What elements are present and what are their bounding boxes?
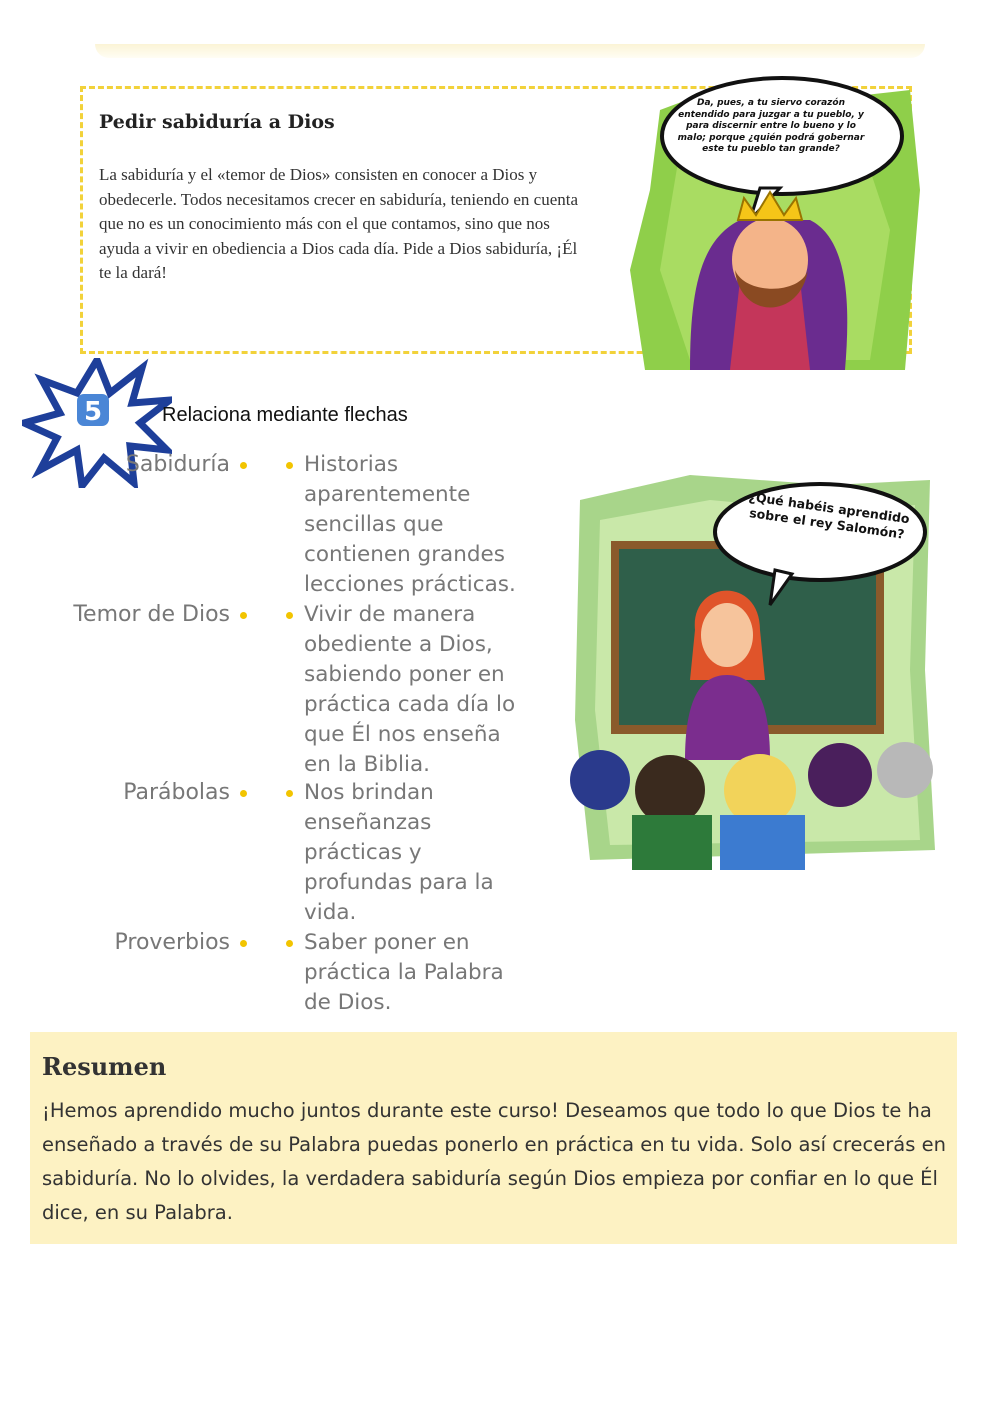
teacher-face (701, 603, 753, 667)
definition-dot[interactable] (286, 940, 293, 947)
teacher-speech-text: ¿Qué habéis aprendido sobre el rey Salomón? (747, 488, 911, 542)
term-sabiduria[interactable]: Sabiduría (125, 452, 230, 477)
summary-text: ¡Hemos aprendido mucho juntos durante este curso! Deseamos que todo lo que Dios te ha enseñado a través de su Palabra puedas ponerlo en práctica en tu vida. Solo así crecerás en sabiduría. No lo olvides, la verdadera sabiduría según Dios empieza por confiar en lo que Él dice, en su Palabra. (42, 1099, 946, 1224)
term-parabolas[interactable]: Parábolas (123, 780, 230, 805)
term-dot[interactable] (240, 612, 247, 619)
term-dot[interactable] (240, 790, 247, 797)
definition-vivir-obediente[interactable]: Vivir de manera obediente a Dios, sabiendo poner en práctica cada día lo que Él nos enseña en la Biblia. (304, 602, 516, 777)
definition-ensenanzas[interactable]: Nos brindan enseñanzas prácticas y profundas para la vida. (304, 780, 494, 925)
definition-dot[interactable] (286, 462, 293, 469)
wisdom-box-text: La sabiduría y el «temor de Dios» consisten en conocer a Dios y obedecerle. Todos necesitamos crecer en sabiduría, teniendo en cuenta que no es un conocimiento más con el que contamos, sino que nos ayuda a vivir en obediencia a Dios cada día. Pide a Dios sabiduría, ¡Él te la dará! (99, 165, 579, 282)
definition-dot[interactable] (286, 790, 293, 797)
wisdom-box-title: Pedir sabiduría a Dios (99, 111, 335, 133)
term-temor-de-dios[interactable]: Temor de Dios (73, 602, 230, 627)
term-dot[interactable] (240, 940, 247, 947)
definition-palabra[interactable]: Saber poner en práctica la Palabra de Dios. (304, 930, 504, 1015)
student-head (570, 750, 630, 810)
summary-section (30, 1032, 957, 1244)
term-proverbios[interactable]: Proverbios (114, 930, 230, 955)
summary-title: Resumen (42, 1052, 167, 1081)
top-decorative-band (95, 44, 925, 58)
student-head (635, 755, 705, 825)
term-dot[interactable] (240, 462, 247, 469)
definition-dot[interactable] (286, 612, 293, 619)
exercise-instruction: Relaciona mediante flechas (162, 404, 408, 426)
definition-historias[interactable]: Historias aparentemente sencillas que contienen grandes lecciones prácticas. (304, 452, 516, 597)
king-speech-text: Da, pues, a tu siervo corazón entendido para juzgar a tu pueblo, y para discernir entre lo bueno y lo malo; porque ¿quién podrá gobernar este tu pueblo tan grande? (677, 98, 865, 154)
student-head (877, 742, 933, 798)
exercise-number: 5 (83, 397, 103, 427)
student-head (808, 743, 872, 807)
